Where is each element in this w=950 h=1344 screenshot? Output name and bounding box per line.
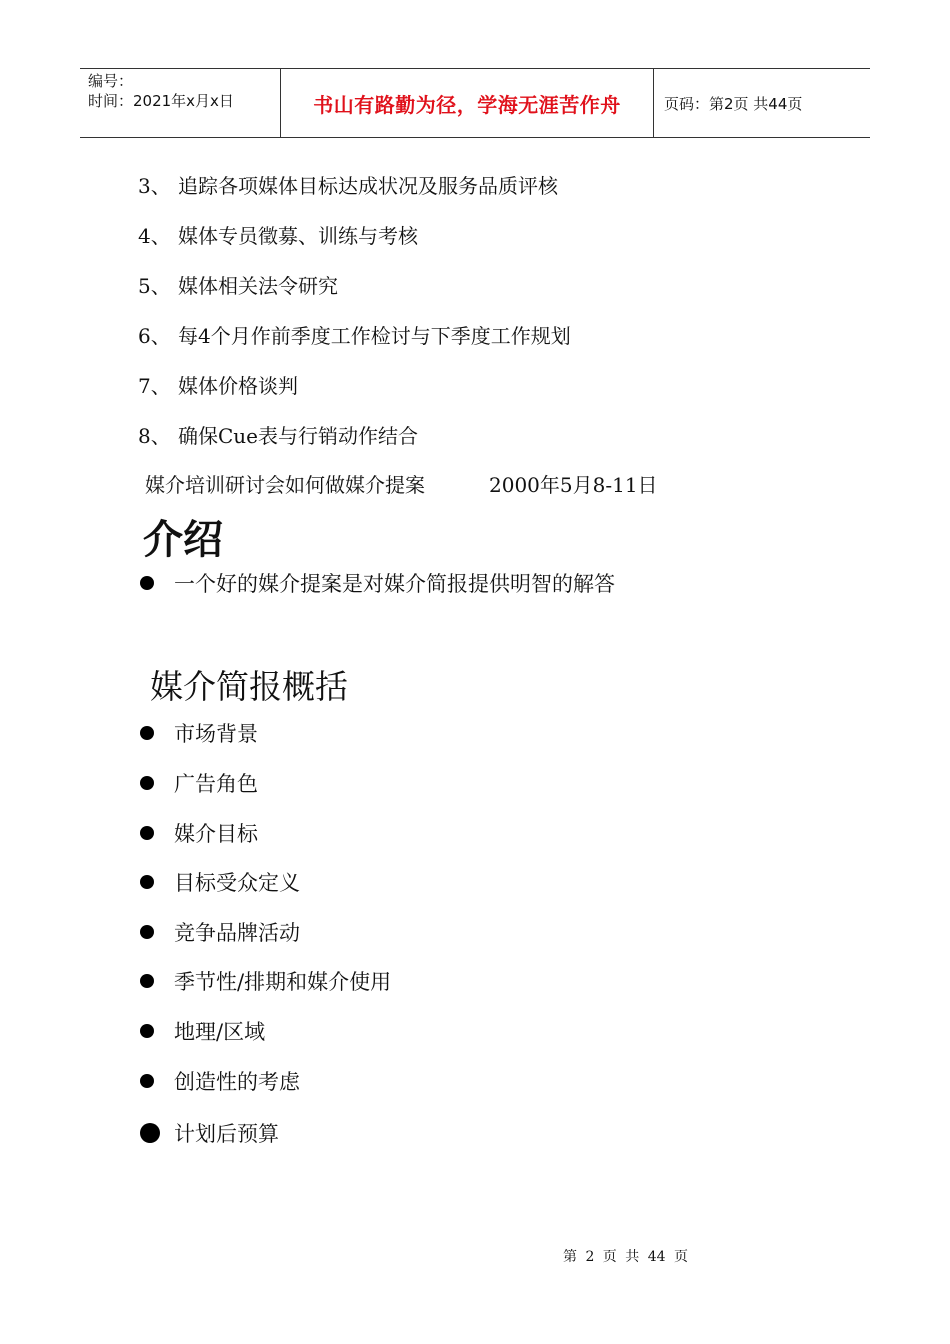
list-item: [140, 917, 300, 947]
intro-bullet: [140, 568, 615, 598]
header-meta: [80, 69, 281, 137]
list-item: [140, 768, 258, 798]
task-text: 媒体专员徵募、训练与考核: [178, 224, 418, 248]
header-page-info: 页码：第2页 共44页: [664, 94, 803, 113]
bullet-icon: [140, 776, 154, 790]
list-item: [140, 718, 258, 748]
task-item: [138, 320, 571, 349]
seminar-title: 媒介培训研讨会如何做媒介提案: [145, 473, 425, 497]
task-text: 每4个月作前季度工作检讨与下季度工作规划: [178, 324, 571, 348]
bullet-icon: [140, 1123, 160, 1143]
list-item-text: 竞争品牌活动: [174, 921, 300, 945]
task-number: 7、: [138, 374, 171, 398]
seminar-date: 2000年5月8-11日: [489, 473, 658, 497]
header-motto: 书山有路勤为径，学海无涯苦作舟: [281, 69, 654, 137]
task-item: [138, 370, 298, 399]
task-item: [138, 270, 338, 299]
task-item: [138, 170, 558, 199]
brief-heading: 媒介简报概括: [150, 667, 348, 706]
page-footer: 第 2 页 共 44 页: [563, 1249, 688, 1265]
list-item-text: 广告角色: [174, 772, 258, 796]
list-item-text: 计划后预算: [174, 1122, 279, 1146]
seminar-line: [145, 469, 658, 498]
list-item: [140, 1066, 300, 1096]
list-item: [140, 966, 391, 996]
list-item: [140, 1016, 265, 1046]
bullet-icon: [140, 1024, 154, 1038]
list-item-text: 目标受众定义: [174, 871, 300, 895]
intro-heading: 介绍: [143, 516, 223, 563]
list-item-text: 创造性的考虑: [174, 1070, 300, 1094]
bullet-text: 一个好的媒介提案是对媒介简报提供明智的解答: [174, 572, 615, 596]
task-text: 媒体相关法令研究: [178, 274, 338, 298]
task-text: 媒体价格谈判: [178, 374, 298, 398]
task-number: 8、: [138, 424, 171, 448]
task-text: 追踪各项媒体目标达成状况及服务品质评核: [178, 174, 558, 198]
task-number: 3、: [138, 174, 171, 198]
list-item: [140, 818, 258, 848]
list-item: [140, 1118, 279, 1148]
task-item: [138, 420, 418, 449]
time-label: 时间：2021年x月x日: [88, 92, 234, 110]
list-item-text: 地理/区域: [174, 1020, 266, 1044]
page-header: [80, 68, 870, 138]
bullet-icon: [140, 726, 154, 740]
task-text: 确保Cue表与行销动作结合: [178, 424, 419, 448]
bullet-icon: [140, 1074, 154, 1088]
number-label: 编号：: [88, 72, 134, 90]
list-item: [140, 867, 300, 897]
task-number: 5、: [138, 274, 171, 298]
list-item-text: 媒介目标: [174, 822, 258, 846]
bullet-icon: [140, 875, 154, 889]
bullet-icon: [140, 576, 154, 590]
task-number: 4、: [138, 224, 171, 248]
list-item-text: 季节性/排期和媒介使用: [174, 970, 392, 994]
list-item-text: 市场背景: [174, 722, 258, 746]
bullet-icon: [140, 974, 154, 988]
task-number: 6、: [138, 324, 171, 348]
bullet-icon: [140, 826, 154, 840]
task-item: [138, 220, 418, 249]
bullet-icon: [140, 925, 154, 939]
